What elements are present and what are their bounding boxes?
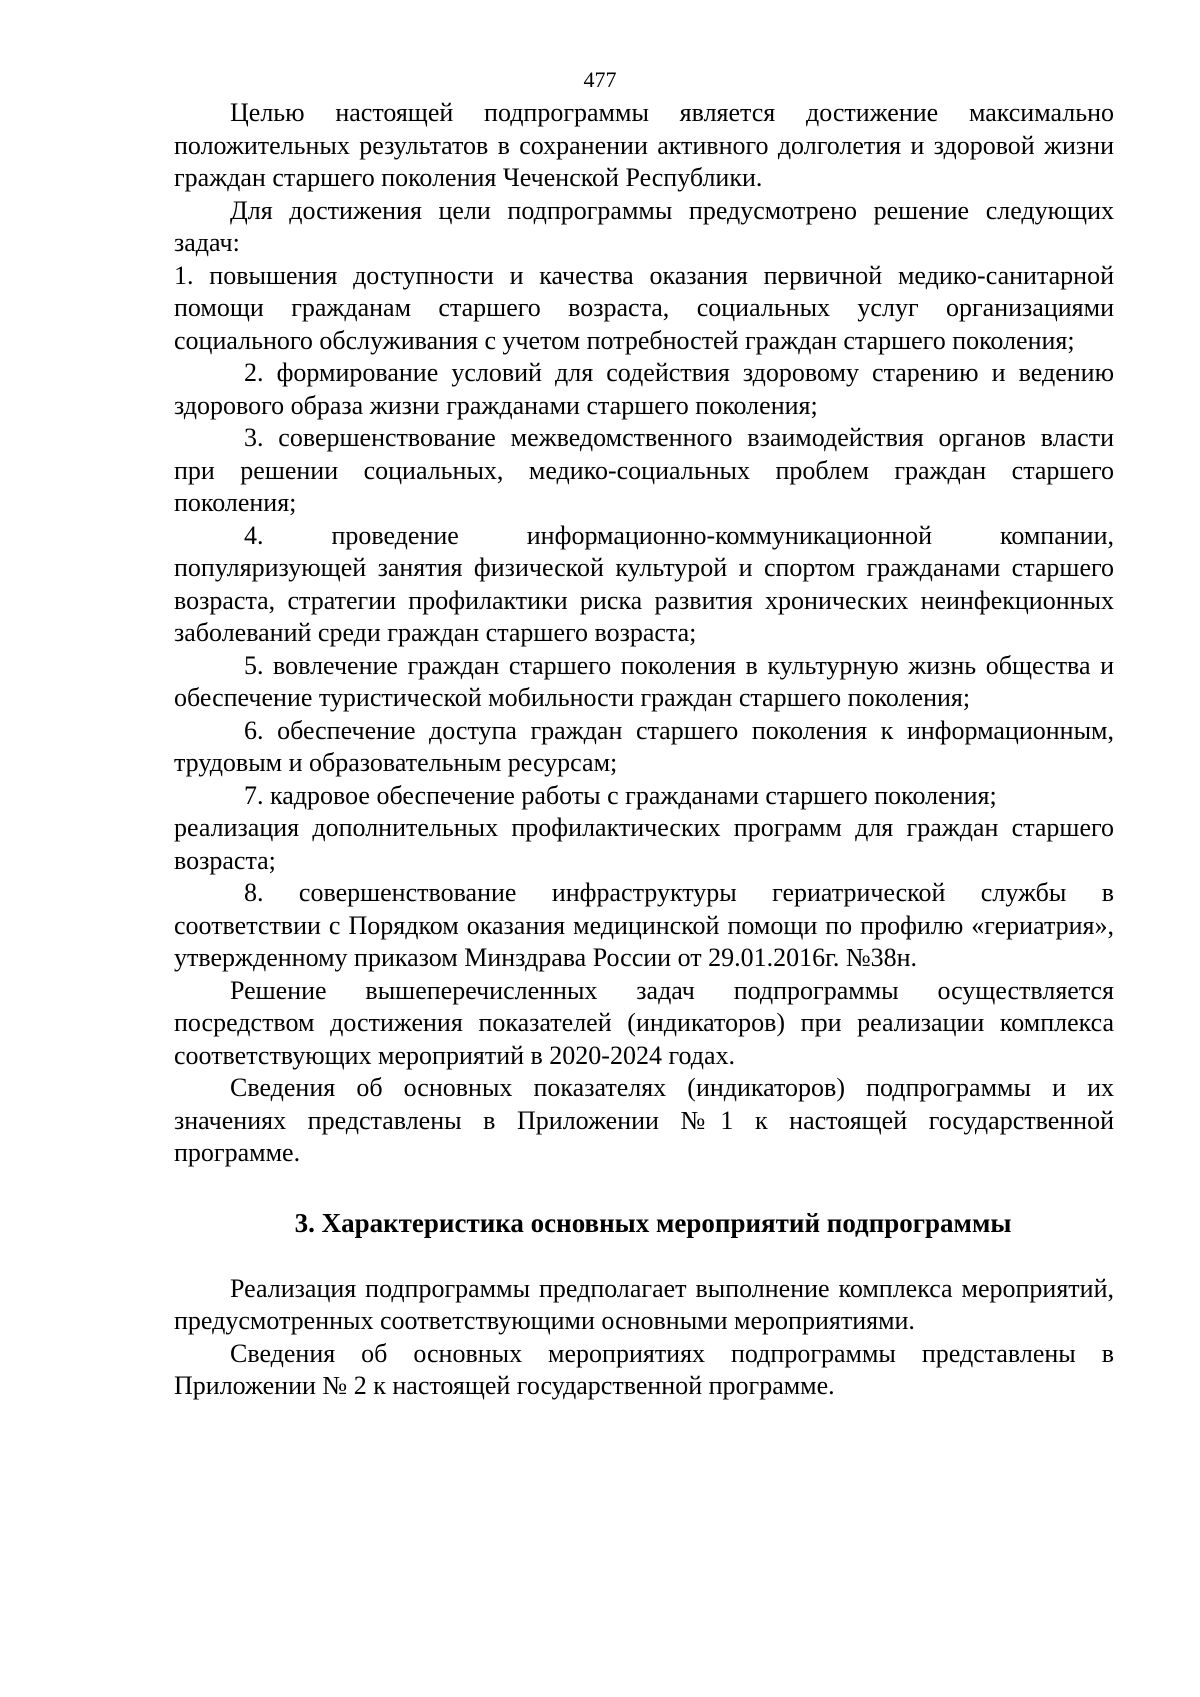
task-item-5: 5. вовлечение граждан старшего поколения в культурную жизнь общества и обеспечение туристической мобильности граждан старшего поколения;: [174, 650, 1114, 712]
task-item-2: 2. формирование условий для содействия здоровому старению и ведению здорового образа жизни гражданами старшего поколения;: [174, 358, 1114, 420]
implementation-paragraph: Реализация подпрограммы предполагает выполнение комплекса мероприятий, предусмотренных соответствующими основными мероприятиями.: [174, 1273, 1114, 1335]
task-item-8: 8. совершенствование инфраструктуры гериатрической службы в соответствии с Порядком оказания медицинской помощи по профилю «гериатрия», утвержденному приказом Минздрава России от 29.01.2016г. №38н.: [174, 878, 1114, 972]
task-item-1: 1. повышения доступности и качества оказания первичной медико-санитарной помощи гражданам старшего возраста, социальных услуг организациями социального обслуживания с учетом потребностей граждан старшего поколения;: [174, 260, 1114, 355]
page-body: [174, 97, 1114, 1403]
task-item-7: 7. кадровое обеспечение работы с гражданами старшего поколения;: [244, 780, 997, 810]
tasks-solution-paragraph: Решение вышеперечисленных задач подпрограммы осуществляется посредством достижения показателей (индикаторов) при реализации комплекса соответствующих мероприятий в 2020-2024 годах.: [174, 975, 1114, 1070]
section-heading: 3. Характеристика основных мероприятий подпрограммы: [294, 1207, 1012, 1238]
indicators-info-paragraph: Сведения об основных показателях (индикаторов) подпрограммы и их значениях представлены в Приложении №1 к настоящей государственной программе.: [174, 1073, 1114, 1167]
page-number: 477: [583, 67, 617, 92]
tasks-intro-paragraph: Для достижения цели подпрограммы предусмотрено решение следующих задач:: [174, 195, 1114, 257]
task-item-4: 4. проведение информационно-коммуникационной компании, популяризующей занятия физической культурой и спортом гражданами старшего возраста, стратегии профилактики риска развития хронических неинфекционных заболеваний среди граждан старшего возраста;: [174, 520, 1114, 647]
task-item-7-continuation: реализация дополнительных профилактических программ для граждан старшего возраста;: [174, 813, 1114, 875]
task-item-6: 6. обеспечение доступа граждан старшего поколения к информационным, трудовым и образовательным ресурсам;: [174, 715, 1114, 777]
task-item-3: 3. совершенствование межведомственного взаимодействия органов власти при решении социальных, медико-социальных проблем граждан старшего поколения;: [174, 423, 1114, 517]
measures-info-paragraph: Сведения об основных мероприятиях подпрограммы представлены в Приложении № 2 к настоящей государственной программе.: [174, 1338, 1114, 1400]
goal-paragraph: Целью настоящей подпрограммы является достижение максимально положительных результатов в сохранении активного долголетия и здоровой жизни граждан старшего поколения Чеченской Республики.: [174, 98, 1114, 192]
